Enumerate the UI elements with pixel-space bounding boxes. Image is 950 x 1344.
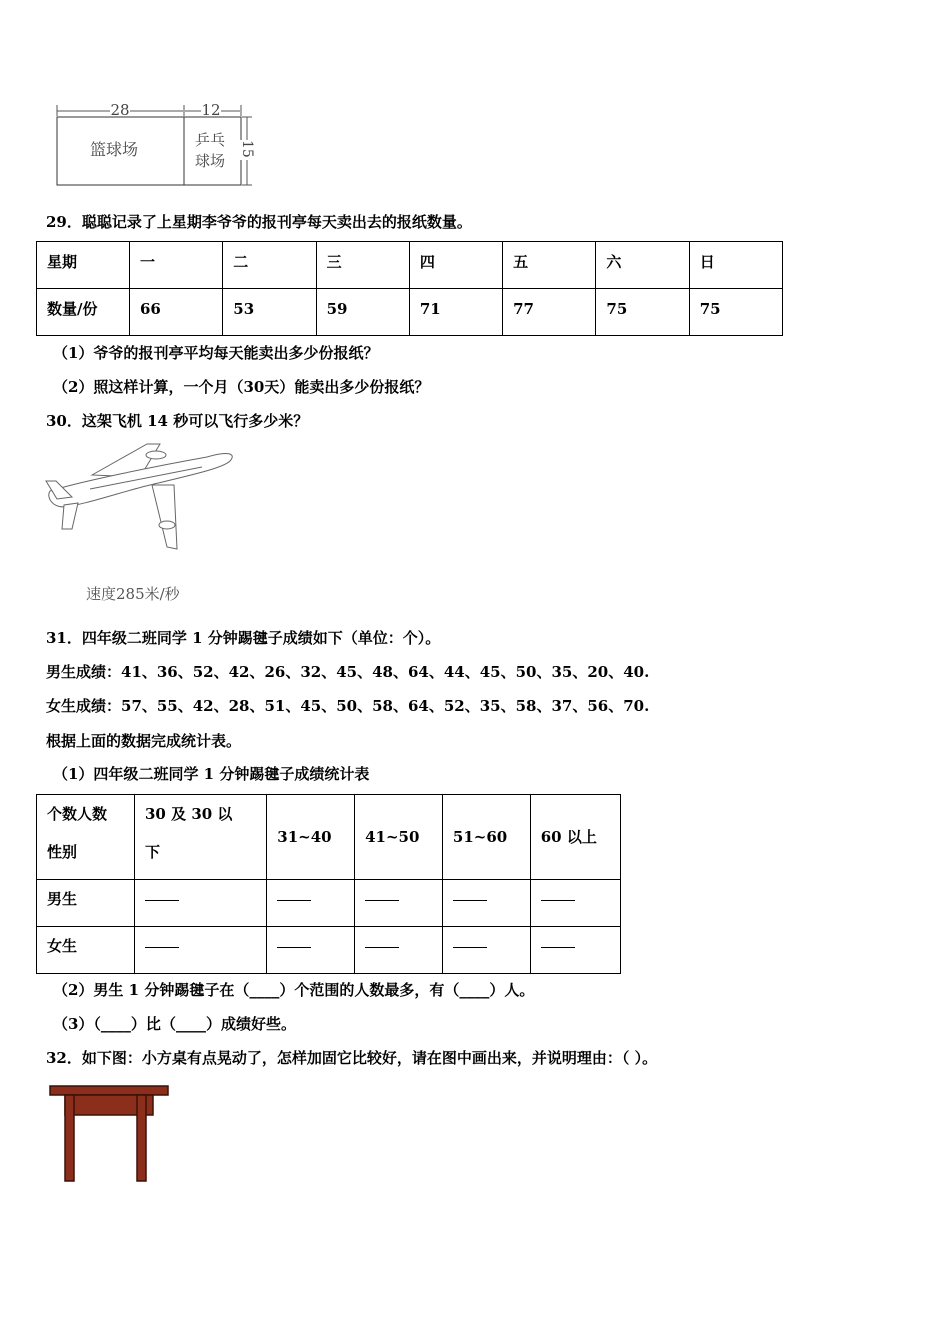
q31-row-girls-label: 女生 [37, 927, 135, 974]
blank-cell[interactable] [355, 927, 443, 974]
blank-cell[interactable] [135, 927, 267, 974]
court-width-label: 28 [110, 101, 130, 119]
q31-sub1: （1）四年级二班同学 1 分钟踢毽子成绩统计表 [53, 765, 370, 783]
q31-range-cell: 60 以上 [530, 795, 620, 880]
q29-table [36, 241, 783, 336]
q31-range1-line2: 下 [145, 843, 161, 861]
blank-cell[interactable] [135, 880, 267, 927]
q32-title: 32．如下图：小方桌有点晃动了，怎样加固它比较好，请在图中画出来，并说明理由：（ ）。 [46, 1049, 658, 1067]
blank-cell[interactable] [267, 927, 355, 974]
q31-range-cell: 51~60 [442, 795, 530, 880]
q31-range-cell: 31~40 [267, 795, 355, 880]
q29-day-cell: 三 [316, 242, 409, 289]
blank-cell[interactable] [267, 880, 355, 927]
court-width2-label: 12 [201, 101, 221, 119]
q31-boys-scores: 男生成绩：41、36、52、42、26、32、45、48、64、44、45、50、35、20、40. [46, 663, 650, 681]
table-row [37, 927, 621, 974]
q29-day-cell: 一 [130, 242, 223, 289]
q29-count-cell: 77 [503, 289, 596, 336]
pingpong-label-line1: 乒乓 [194, 131, 226, 149]
blank-cell[interactable] [442, 927, 530, 974]
court-height-label: 15 [239, 140, 255, 158]
q29-count-cell: 53 [223, 289, 316, 336]
q29-count-cell: 75 [596, 289, 689, 336]
blank-cell[interactable] [530, 880, 620, 927]
q29-count-cell: 59 [316, 289, 409, 336]
table-row [37, 289, 783, 336]
basketball-label: 篮球场 [89, 140, 139, 159]
q29-day-cell: 六 [596, 242, 689, 289]
q31-girls-scores: 女生成绩：57、55、42、28、51、45、50、58、64、52、35、58、37、56、70. [46, 697, 650, 715]
q31-sub2: （2）男生 1 分钟踢毽子在（____）个范围的人数最多，有（____）人。 [53, 981, 535, 999]
q29-title: 29．聪聪记录了上星期李爷爷的报刊亭每天卖出去的报纸数量。 [46, 213, 472, 231]
table-row [37, 242, 783, 289]
q29-count-cell: 66 [130, 289, 223, 336]
q31-instruction: 根据上面的数据完成统计表。 [46, 732, 242, 750]
speed-label: 速度285米/秒 [86, 585, 180, 603]
q31-corner-line2: 性别 [47, 843, 78, 861]
court-figure [50, 100, 265, 192]
pingpong-label-line2: 球场 [194, 152, 226, 170]
blank-cell[interactable] [355, 880, 443, 927]
q29-sub1: （1）爷爷的报刊亭平均每天能卖出多少份报纸？ [53, 344, 379, 362]
blank-cell[interactable] [442, 880, 530, 927]
q29-day-cell: 四 [409, 242, 502, 289]
q31-row-boys-label: 男生 [37, 880, 135, 927]
q31-corner-cell [37, 795, 135, 880]
q31-title: 31．四年级二班同学 1 分钟踢毽子成绩如下（单位：个）。 [46, 629, 441, 647]
q29-row2-header: 数量/份 [37, 289, 130, 336]
q31-range1-line1: 30 及 30 以 [145, 805, 233, 823]
q29-day-cell: 五 [503, 242, 596, 289]
table-row [37, 880, 621, 927]
airplane-illustration [42, 437, 237, 567]
wobbly-table-illustration [49, 1085, 171, 1185]
q29-count-cell: 71 [409, 289, 502, 336]
q29-day-cell: 二 [223, 242, 316, 289]
q29-count-cell: 75 [689, 289, 782, 336]
q29-row1-header: 星期 [37, 242, 130, 289]
q30-title: 30．这架飞机 14 秒可以飞行多少米？ [46, 412, 309, 430]
q29-sub2: （2）照这样计算，一个月（30天）能卖出多少份报纸？ [53, 378, 430, 396]
q31-table [36, 794, 621, 974]
q31-range-cell [135, 795, 267, 880]
q29-day-cell: 日 [689, 242, 782, 289]
q31-range-cell: 41~50 [355, 795, 443, 880]
q31-corner-line1: 个数人数 [47, 805, 108, 823]
blank-cell[interactable] [530, 927, 620, 974]
table-row [37, 795, 621, 880]
q31-sub3: （3）（____）比（____）成绩好些。 [53, 1015, 296, 1033]
